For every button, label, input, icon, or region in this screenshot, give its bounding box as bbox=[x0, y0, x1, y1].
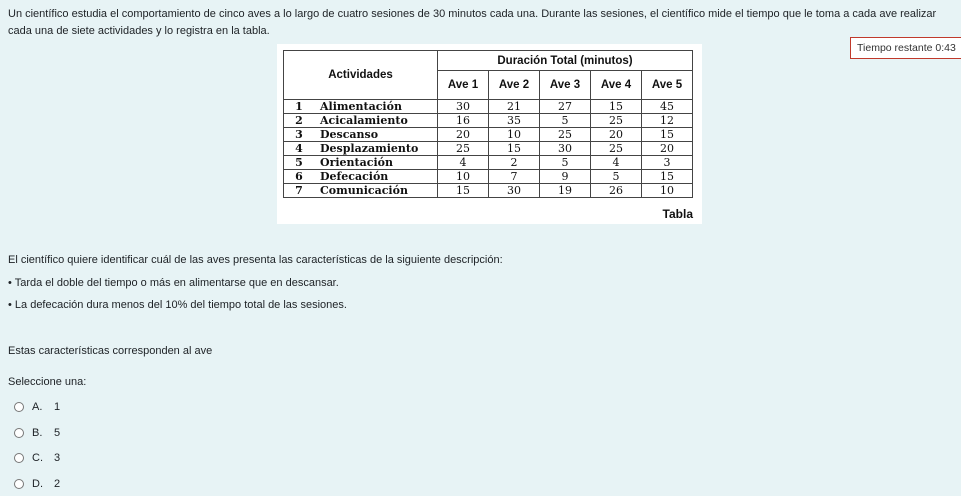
table-cell: 25 bbox=[591, 114, 642, 128]
option-letter: A. bbox=[32, 401, 43, 413]
table-row bbox=[284, 156, 693, 170]
row-activity: Desplazamiento bbox=[314, 142, 438, 156]
option-text: 1 bbox=[54, 401, 61, 413]
option-a[interactable] bbox=[14, 401, 60, 413]
row-activity: Orientación bbox=[314, 156, 438, 170]
row-number: 4 bbox=[284, 142, 315, 156]
table-cell: 26 bbox=[591, 184, 642, 198]
option-letter: D. bbox=[32, 478, 43, 490]
table-row bbox=[284, 184, 693, 198]
table-cell: 30 bbox=[438, 100, 489, 114]
row-number: 2 bbox=[284, 114, 315, 128]
table-cell: 15 bbox=[642, 170, 693, 184]
select-label: Seleccione una: bbox=[8, 376, 87, 388]
table-cell: 35 bbox=[489, 114, 540, 128]
row-activity: Descanso bbox=[314, 128, 438, 142]
table-cell: 7 bbox=[489, 170, 540, 184]
table-cell: 20 bbox=[642, 142, 693, 156]
option-letter: C. bbox=[32, 452, 43, 464]
row-activity: Comunicación bbox=[314, 184, 438, 198]
row-number: 7 bbox=[284, 184, 315, 198]
table-cell: 5 bbox=[540, 156, 591, 170]
table-cell: 15 bbox=[438, 184, 489, 198]
row-number: 1 bbox=[284, 100, 315, 114]
table-cell: 27 bbox=[540, 100, 591, 114]
radio-button-c[interactable] bbox=[14, 453, 24, 463]
bullet-2: • La defecación dura menos del 10% del tiempo total de las sesiones. bbox=[8, 299, 347, 311]
table-cell: 4 bbox=[438, 156, 489, 170]
radio-button-b[interactable] bbox=[14, 428, 24, 438]
header-bird-5: Ave 5 bbox=[642, 71, 693, 100]
option-text: 3 bbox=[54, 452, 61, 464]
option-letter: B. bbox=[32, 427, 43, 439]
table-cell: 15 bbox=[642, 128, 693, 142]
header-duration: Duración Total (minutos) bbox=[438, 51, 693, 71]
table-cell: 4 bbox=[591, 156, 642, 170]
question-stem: Estas características corresponden al ave bbox=[8, 345, 213, 357]
row-number: 6 bbox=[284, 170, 315, 184]
option-c[interactable] bbox=[14, 452, 60, 464]
bullet-1: • Tarda el doble del tiempo o más en alimentarse que en descansar. bbox=[8, 277, 339, 289]
table-cell: 15 bbox=[591, 100, 642, 114]
table-caption: Tabla bbox=[662, 207, 693, 221]
table-cell: 12 bbox=[642, 114, 693, 128]
table-cell: 16 bbox=[438, 114, 489, 128]
data-table-figure bbox=[277, 44, 702, 224]
table-cell: 9 bbox=[540, 170, 591, 184]
table-cell: 5 bbox=[591, 170, 642, 184]
question-prompt: El científico quiere identificar cuál de las aves presenta las características de la siguiente descripción: bbox=[8, 254, 503, 266]
radio-button-a[interactable] bbox=[14, 402, 24, 412]
table-cell: 19 bbox=[540, 184, 591, 198]
table-cell: 2 bbox=[489, 156, 540, 170]
table-cell: 30 bbox=[489, 184, 540, 198]
header-bird-3: Ave 3 bbox=[540, 71, 591, 100]
table-cell: 25 bbox=[591, 142, 642, 156]
table-cell: 30 bbox=[540, 142, 591, 156]
table-cell: 20 bbox=[591, 128, 642, 142]
header-bird-1: Ave 1 bbox=[438, 71, 489, 100]
row-number: 3 bbox=[284, 128, 315, 142]
table-cell: 20 bbox=[438, 128, 489, 142]
row-activity: Defecación bbox=[314, 170, 438, 184]
row-activity: Acicalamiento bbox=[314, 114, 438, 128]
table-cell: 10 bbox=[642, 184, 693, 198]
table-cell: 21 bbox=[489, 100, 540, 114]
table-cell: 3 bbox=[642, 156, 693, 170]
table-row bbox=[284, 114, 693, 128]
table-row bbox=[284, 170, 693, 184]
table-row bbox=[284, 128, 693, 142]
table-row bbox=[284, 100, 693, 114]
table-cell: 45 bbox=[642, 100, 693, 114]
row-activity: Alimentación bbox=[314, 100, 438, 114]
header-bird-2: Ave 2 bbox=[489, 71, 540, 100]
question-intro: Un científico estudia el comportamiento de cinco aves a lo largo de cuatro sesiones de 30 minutos cada una. Durante las sesiones, el científico mide el tiempo que le toma a cada ave realizar cada una de siete actividades y lo registra en la tabla. bbox=[8, 8, 937, 37]
table-cell: 25 bbox=[540, 128, 591, 142]
time-remaining-badge: Tiempo restante 0:43 bbox=[850, 37, 961, 59]
bird-activity-table bbox=[283, 50, 693, 198]
table-cell: 15 bbox=[489, 142, 540, 156]
header-bird-4: Ave 4 bbox=[591, 71, 642, 100]
table-row bbox=[284, 142, 693, 156]
table-cell: 25 bbox=[438, 142, 489, 156]
header-activities: Actividades bbox=[284, 51, 438, 100]
option-text: 2 bbox=[54, 478, 61, 490]
table-cell: 5 bbox=[540, 114, 591, 128]
table-cell: 10 bbox=[489, 128, 540, 142]
table-cell: 10 bbox=[438, 170, 489, 184]
option-text: 5 bbox=[54, 427, 61, 439]
radio-button-d[interactable] bbox=[14, 479, 24, 489]
row-number: 5 bbox=[284, 156, 315, 170]
option-b[interactable] bbox=[14, 427, 60, 439]
option-d[interactable] bbox=[14, 478, 60, 490]
